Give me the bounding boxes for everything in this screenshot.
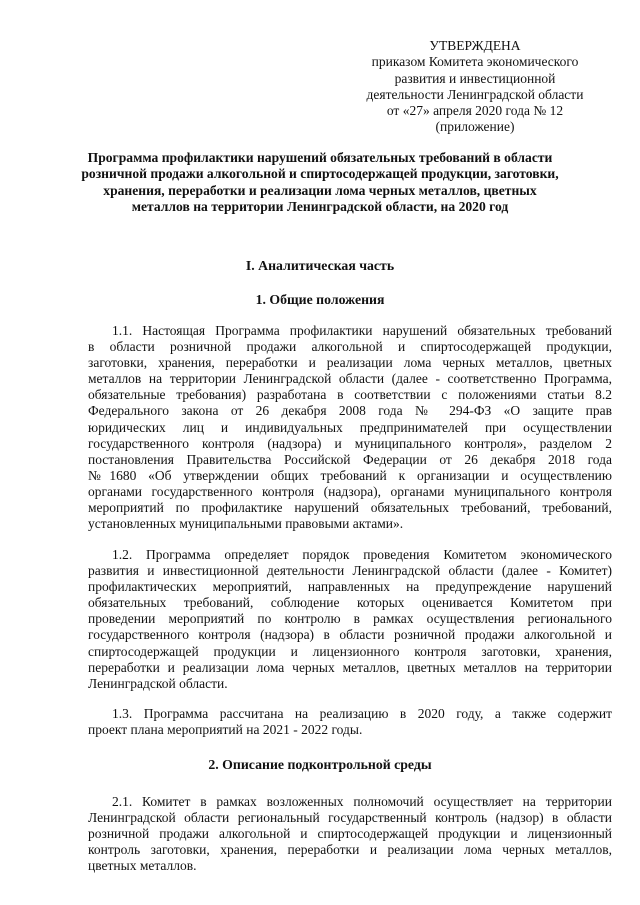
text-line: цветных металлов. bbox=[88, 858, 197, 874]
text-line: 1.2. Программа определяет порядок проведения Комитетом экономического bbox=[112, 547, 612, 562]
text-line: проведении мероприятий по контролю в рамках осуществления регионального bbox=[88, 611, 612, 627]
text-line: профилактических мероприятий, направленных на предупреждение нарушений bbox=[88, 579, 612, 595]
approval-line: деятельности Ленинградской области bbox=[366, 86, 584, 102]
document-title bbox=[70, 150, 570, 216]
approval-line: (приложение) bbox=[435, 119, 515, 135]
paragraph-2-1 bbox=[88, 794, 612, 874]
text-line: №1680 «Об утверждении общих требований к организации и осуществлению bbox=[88, 467, 612, 483]
text-line: развития и инвестиционной деятельности Ленинградской области (далее - Комитет) bbox=[88, 563, 612, 579]
text-line: государственного контроля (надзора) и муниципального контроля», разделом 2 bbox=[88, 435, 612, 451]
section-heading: I. Аналитическая часть bbox=[245, 258, 395, 273]
text-line: Ленинградской области. bbox=[88, 675, 228, 691]
approval-line: приказом Комитета экономического bbox=[371, 54, 579, 70]
text-line: органами государственного контроля (надзора), органами муниципального контроля bbox=[88, 483, 612, 499]
approval-block bbox=[340, 38, 610, 136]
title-line: Программа профилактики нарушений обязательных требований в области bbox=[87, 150, 553, 165]
text-line: заготовки, хранения, переработки и реализации лома черных металлов, цветных bbox=[88, 355, 612, 371]
approval-line: УТВЕРЖДЕНА bbox=[429, 38, 521, 53]
text-line: Федерального закона от 26 декабря 2008 года № 294-ФЗ «О защите прав bbox=[88, 403, 612, 419]
paragraph-1-3 bbox=[88, 706, 612, 738]
approval-line: от «27» апреля 2020 года № 12 bbox=[386, 103, 564, 119]
text-line: спиртосодержащей продукции и лицензионного контроля заготовки, хранения, bbox=[88, 643, 612, 659]
text-line: установленных муниципальными правовыми актами». bbox=[88, 516, 404, 532]
approval-line: развития и инвестиционной bbox=[394, 70, 556, 86]
title-line: хранения, переработки и реализации лома черных металлов, цветных bbox=[103, 182, 537, 198]
subsection-heading: 2. Описание подконтрольной среды bbox=[208, 757, 432, 772]
text-line: контроль заготовки, хранения, переработки и реализации лома черных металлов, bbox=[88, 842, 612, 858]
text-line: постановления Правительства Российской Федерации от 26 декабря 2018 года bbox=[88, 451, 612, 467]
paragraph-1-1 bbox=[88, 323, 612, 532]
title-line: розничной продажи алкогольной и спиртосодержащей продукции, заготовки, bbox=[81, 166, 559, 182]
text-line: обязательные требования) разработана в соответствии с положениями статьи 8.2 bbox=[88, 387, 612, 403]
text-line: в области розничной продажи алкогольной и спиртосодержащей продукции, bbox=[88, 339, 612, 355]
title-line: металлов на территории Ленинградской области, на 2020 год bbox=[131, 199, 509, 215]
text-line: металлов на территории Ленинградской области (далее - соответственно Программа, bbox=[88, 371, 612, 387]
subsection-heading: 1. Общие положения bbox=[255, 292, 385, 307]
paragraph-1-2 bbox=[88, 547, 612, 692]
text-line: переработки и реализации лома черных металлов, цветных металлов на территории bbox=[88, 659, 612, 675]
text-line: проект плана мероприятий на 2021 - 2022 годы. bbox=[88, 722, 363, 738]
text-line: юридических лиц и индивидуальных предпринимателей при осуществлении bbox=[88, 419, 612, 435]
text-line: розничной продажи алкогольной и спиртосодержащей продукции и лицензионный bbox=[88, 826, 612, 842]
text-line: Ленинградской области региональный государственный контроль (надзор) в области bbox=[88, 810, 612, 826]
text-line: 2.1. Комитет в рамках возложенных полномочий осуществляет на территории bbox=[112, 794, 612, 809]
text-line: 1.1. Настоящая Программа профилактики нарушений обязательных требований bbox=[112, 323, 612, 338]
text-line: обязательных требований, соблюдение которых оценивается Комитетом при bbox=[88, 595, 612, 611]
text-line: мероприятий по профилактике нарушений обязательных требований, требований, bbox=[88, 500, 612, 516]
text-line: 1.3. Программа рассчитана на реализацию в 2020 году, а также содержит bbox=[112, 706, 612, 721]
text-line: государственного контроля (надзора) в области розничной продажи алкогольной и bbox=[88, 627, 612, 643]
